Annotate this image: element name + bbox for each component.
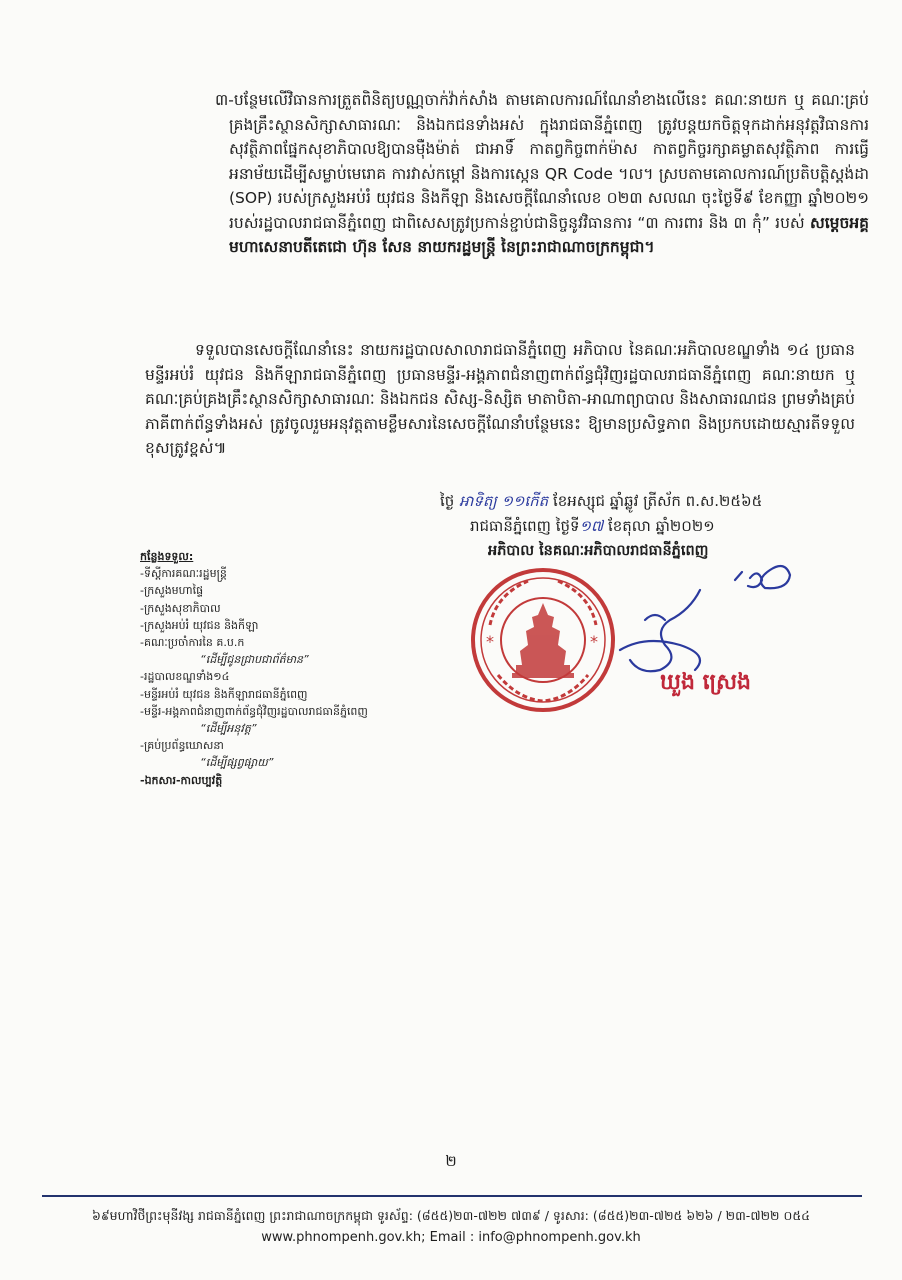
signer-name: ឃួង ស្រេង — [660, 670, 752, 695]
svg-text:*: * — [590, 632, 598, 651]
svg-text:*: * — [486, 632, 494, 651]
footer-contact: www.phnompenh.gov.kh; Email : info@phnompenh.gov.kh — [261, 1230, 641, 1245]
recipient-item: -ទីស្តីការគណៈរដ្ឋមន្ត្រី — [140, 567, 227, 581]
recipients-list — [140, 548, 440, 789]
handwritten-signature-icon — [560, 550, 810, 690]
recipient-note: “ដើម្បីផ្សព្វផ្សាយ” — [200, 756, 274, 770]
solar-date-prefix: រាជធានីភ្នំពេញ ថ្ងៃទី — [470, 517, 580, 535]
recipient-item: -មន្ទីរ-អង្គភាពជំនាញពាក់ព័ន្ធជុំវិញរដ្ឋបាលរាជធានីភ្នំពេញ — [140, 704, 368, 718]
lunar-date-line — [440, 490, 762, 512]
paragraph-measure-3-text: ៣-បន្ថែមលើវិធានការត្រួតពិនិត្យបណ្ណចាក់វ៉ាក់សាំង តាមគោលការណ៍ណែនាំខាងលើនេះ គណៈនាយក ឬ គណៈគ្រប់គ្រងគ្រឹះស្ថានសិក្សាសាធារណៈ និងឯកជនទាំងអស់ ក្នុងរាជធានីភ្នំពេញ ត្រូវបន្តយកចិត្តទុកដាក់អនុវត្តវិធានការសុវត្ថិភាពផ្នែកសុខាភិបាលឱ្យបានម៉ឺងម៉ាត់ ជាអាទិ៍ កាតព្វកិច្ចពាក់ម៉ាស កាតព្វកិច្ចរក្សាគម្លាតសុវត្ថិភាព ការធ្វើអនាម័យដើម្បីសម្លាប់មេរោគ ការវាស់កម្ដៅ និងការស្កេន QR Code ។ល។ ស្របតាមគោលការណ៍ប្រតិបត្តិស្តង់ដា (SOP) របស់ក្រសួងអប់រំ យុវជន និងកីឡា និងសេចក្តីណែនាំលេខ ០២៣ សលណ ចុះថ្ងៃទី៩ ខែកញ្ញា ឆ្នាំ២០២១ របស់រដ្ឋបាលរាជធានីភ្នំពេញ ជាពិសេសត្រូវប្រកាន់ខ្ជាប់ជានិច្ចនូវវិធានការ “៣ ការពារ និង ៣ កុំ” របស់ — [215, 91, 870, 232]
signer-title: អភិបាល នៃគណៈអភិបាលរាជធានីភ្នំពេញ — [488, 543, 709, 559]
paragraph-measure-3 — [215, 88, 869, 260]
recipient-item: -គណៈប្រចាំការនៃ គ.ប.ក — [140, 636, 245, 650]
solar-date-suffix: ខែតុលា ឆ្នាំ២០២១ — [607, 517, 715, 535]
lunar-date-prefix: ថ្ងៃ — [440, 492, 455, 510]
paragraph-measure-3-bold: សម្តេចអគ្គមហាសេនាបតីតេជោ ហ៊ុន សែន នាយករដ្ឋមន្ត្រី នៃព្រះរាជាណាចក្រកម្ពុជា។ — [229, 213, 870, 256]
recipient-item: -គ្រប់ប្រព័ន្ធឃោសនា — [140, 739, 224, 753]
recipients-title: កន្លែងទទួល: — [140, 550, 194, 563]
recipient-archive: -ឯកសារ-កាលប្បវត្តិ — [140, 773, 223, 787]
recipient-note: “ដើម្បីអនុវត្ត” — [200, 722, 257, 736]
footer-address: ៦៩មហាវិថីព្រះមុនីវង្ស រាជធានីភ្នំពេញ ព្រះរាជាណាចក្រកម្ពុជា ទូរស័ព្ទ: (៨៥៥)២៣-៧២២ ៧៣៩ / ទូរសារ: (៨៥៥)២៣-៧២៥ ៦២៦ / ២៣-៧២២ ០៥៤ — [91, 1208, 811, 1223]
page-number: ២ — [445, 1152, 457, 1170]
recipient-item: -ក្រសួងសុខាភិបាល — [140, 601, 221, 615]
footer-divider — [42, 1195, 862, 1197]
recipient-item: -ក្រសួងអប់រំ យុវជន និងកីឡា — [140, 618, 259, 632]
paragraph-instruction: ទទួលបានសេចក្តីណែនាំនេះ នាយករដ្ឋបាលសាលារាជធានីភ្នំពេញ អភិបាល នៃគណៈអភិបាលខណ្ឌទាំង ១៤ ប្រធានមន្ទីរអប់រំ យុវជន និងកីឡារាជធានីភ្នំពេញ ប្រធានមន្ទីរ-អង្គភាពជំនាញពាក់ព័ន្ធជុំវិញរដ្ឋបាលរាជធានីភ្នំពេញ គណៈនាយក ឬ គណៈគ្រប់គ្រងគ្រឹះស្ថានសិក្សាសាធារណៈ និងឯកជន សិស្ស-និស្សិត មាតាបិតា-អាណាព្យាបាល និងសាធារណជន ព្រមទាំងគ្រប់ភាគីពាក់ព័ន្ធទាំងអស់ ត្រូវចូលរួមអនុវត្តតាមខ្លឹមសារនៃសេចក្តីណែនាំបន្ថែមនេះ ឱ្យមានប្រសិទ្ធភាព និងប្រកបដោយស្មារតីទទួលខុសត្រូវខ្ពស់៕ — [145, 341, 856, 457]
solar-date-line — [470, 515, 715, 537]
solar-date-handwritten: ១៧ — [579, 517, 604, 535]
recipient-note: “ដើម្បីជូនជ្រាបជាព័ត៌មាន” — [200, 653, 309, 667]
lunar-date-suffix: ខែអស្សុជ ឆ្នាំឆ្លូវ ត្រីស័ក ព.ស.២៥៦៥ — [552, 492, 763, 510]
lunar-date-handwritten: អាទិត្យ ១១កើត — [459, 492, 549, 510]
recipient-item: -រដ្ឋបាលខណ្ឌទាំង១៤ — [140, 670, 230, 684]
recipient-item: -មន្ទីរអប់រំ យុវជន និងកីឡារាជធានីភ្នំពេញ — [140, 687, 308, 701]
recipient-item: -ក្រសួងមហាផ្ទៃ — [140, 584, 204, 598]
